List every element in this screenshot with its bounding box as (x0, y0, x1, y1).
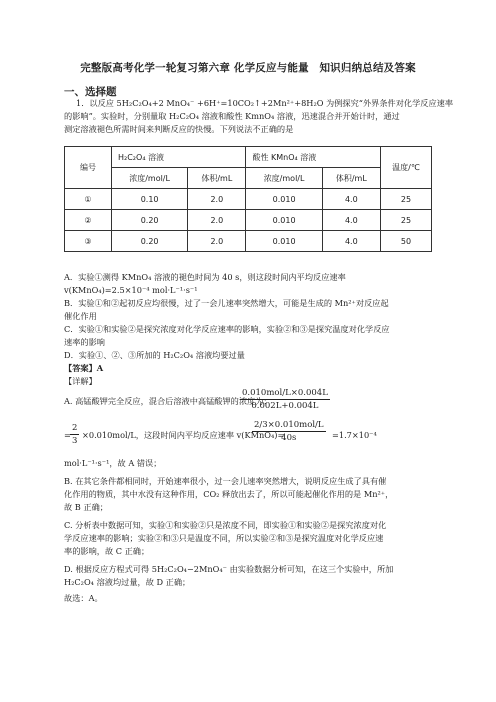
table-row (65, 231, 432, 252)
explain-a-line: A. 高锰酸钾完全反应，混合后溶液中高锰酸钾的浓度为： (64, 396, 272, 406)
table-cell: ③ (65, 231, 112, 252)
table-cell: 0.20 (112, 210, 188, 231)
table-cell: 2.0 (188, 210, 246, 231)
table-header-no: 编号 (65, 147, 112, 189)
fraction-numerator: 0.010mol/L×0.004L (242, 388, 328, 398)
table-header-group1: H₂C₂O₄ 溶液 (112, 147, 246, 168)
table-cell: 4.0 (322, 210, 380, 231)
table-cell: 0.010 (246, 210, 322, 231)
table-cell: 0.20 (112, 231, 188, 252)
fraction-concentration (240, 388, 330, 411)
explain-a-line: =1.7×10⁻⁴ (332, 430, 377, 440)
fraction-rate (252, 420, 326, 443)
table-subheader: 体积/mL (322, 168, 380, 189)
table-cell: 4.0 (322, 231, 380, 252)
fraction-numerator: 2 (72, 423, 78, 433)
section-heading: 一、选择题 (64, 86, 117, 98)
option-line: C．实验①和实验②是探究浓度对化学反应速率的影响，实验②和③是探究温度对化学反应 (64, 324, 390, 334)
document-title: 完整版高考化学一轮复习第六章 化学反应与能量 知识归纳总结及答案 (80, 62, 416, 74)
table-cell: 2.0 (188, 231, 246, 252)
table-header-temp: 温度/℃ (381, 147, 432, 189)
conclusion-line: 故选：A。 (64, 593, 103, 603)
fraction-denominator: 3 (72, 436, 78, 446)
table-subheader: 浓度/mol/L (246, 168, 322, 189)
option-line: 催化作用 (64, 311, 97, 321)
explain-c-line: 率的影响，故 C 正确； (64, 546, 150, 556)
experiment-table (64, 146, 432, 252)
explain-d-line: H₂C₂O₄ 溶液均过量，故 D 正确； (64, 577, 191, 587)
fraction-denominator: 40s (281, 433, 297, 443)
option-line: B．实验①和②起初反应均很慢，过了一会儿速率突然增大，可能是生成的 Mn²⁺对反应起 (64, 298, 389, 308)
explain-b-line: 故 B 正确； (64, 502, 108, 512)
table-cell: 0.010 (246, 231, 322, 252)
option-line: 速率的影响 (64, 337, 105, 347)
table-cell: 2.0 (188, 189, 246, 210)
option-line: A．实验①测得 KMnO₄ 溶液的褪色时间为 40 s，则这段时间内平均反应速率 (64, 272, 346, 282)
question-line: 的影响”。实验时，分别量取 H₂C₂O₄ 溶液和酸性 KmnO₄ 溶液，迅速混合并开始计时，通过 (64, 111, 400, 121)
explain-b-line: 化作用的物质，其中水没有这种作用，CO₂ 释放出去了，所以可能起催化作用的是 Mn²⁺， (64, 489, 394, 499)
option-line: v(KMnO₄)=2.5×10⁻⁴ mol·L⁻¹·s⁻¹ (64, 285, 198, 295)
equals-sign: = (64, 430, 71, 440)
fraction-numerator: 2/3×0.010mol/L (254, 420, 324, 430)
table-cell: 25 (381, 210, 432, 231)
explain-c-line: 学反应速率的影响；实验②和③只是温度不同，所以实验②和③是探究温度对化学反应速 (64, 533, 384, 543)
table-cell: 25 (381, 189, 432, 210)
detail-label: 【详解】 (64, 376, 97, 386)
table-header-group2: 酸性 KMnO₄ 溶液 (246, 147, 381, 168)
explain-a-line: ×0.010mol/L，这段时间内平均反应速率 v(KMnO₄)= (82, 430, 285, 440)
explain-a-line: mol·L⁻¹·s⁻¹，故 A 错误； (64, 458, 162, 468)
option-line: D．实验①、②、③所加的 H₂C₂O₄ 溶液均要过量 (64, 350, 245, 360)
table-row (65, 210, 432, 231)
answer-label: 【答案】A (64, 363, 104, 373)
fraction-denominator: 0.002L+0.004L (251, 401, 319, 411)
table-row (65, 189, 432, 210)
fraction-two-thirds (70, 423, 79, 446)
table-cell: 50 (381, 231, 432, 252)
explain-d-line: D. 根据反应方程式可得 5H₂C₂O₄−2MnO₄⁻ 由实验数据分析可知，在这三个实验中，所加 (64, 564, 394, 574)
table-cell: 4.0 (322, 189, 380, 210)
explain-c-line: C. 分析表中数据可知，实验①和实验②只是浓度不同，即实验①和实验②是探究浓度对化 (64, 520, 387, 530)
table-cell: ② (65, 210, 112, 231)
table-subheader: 浓度/mol/L (112, 168, 188, 189)
table-cell: ① (65, 189, 112, 210)
explain-b-line: B. 在其它条件都相同时，开始速率很小，过一会儿速率突然增大，说明反应生成了具有催 (64, 476, 387, 486)
table-cell: 0.10 (112, 189, 188, 210)
question-line: 1．以反应 5H₂C₂O₄+2 MnO₄⁻ +6H⁺=10CO₂↑+2Mn²⁺+8H₂O 为例探究“外界条件对化学反应速率 (76, 98, 454, 108)
table-cell: 0.010 (246, 189, 322, 210)
table-subheader: 体积/mL (188, 168, 246, 189)
question-line: 测定溶液褪色所需时间来判断反应的快慢。下列说法不正确的是 (64, 124, 294, 134)
